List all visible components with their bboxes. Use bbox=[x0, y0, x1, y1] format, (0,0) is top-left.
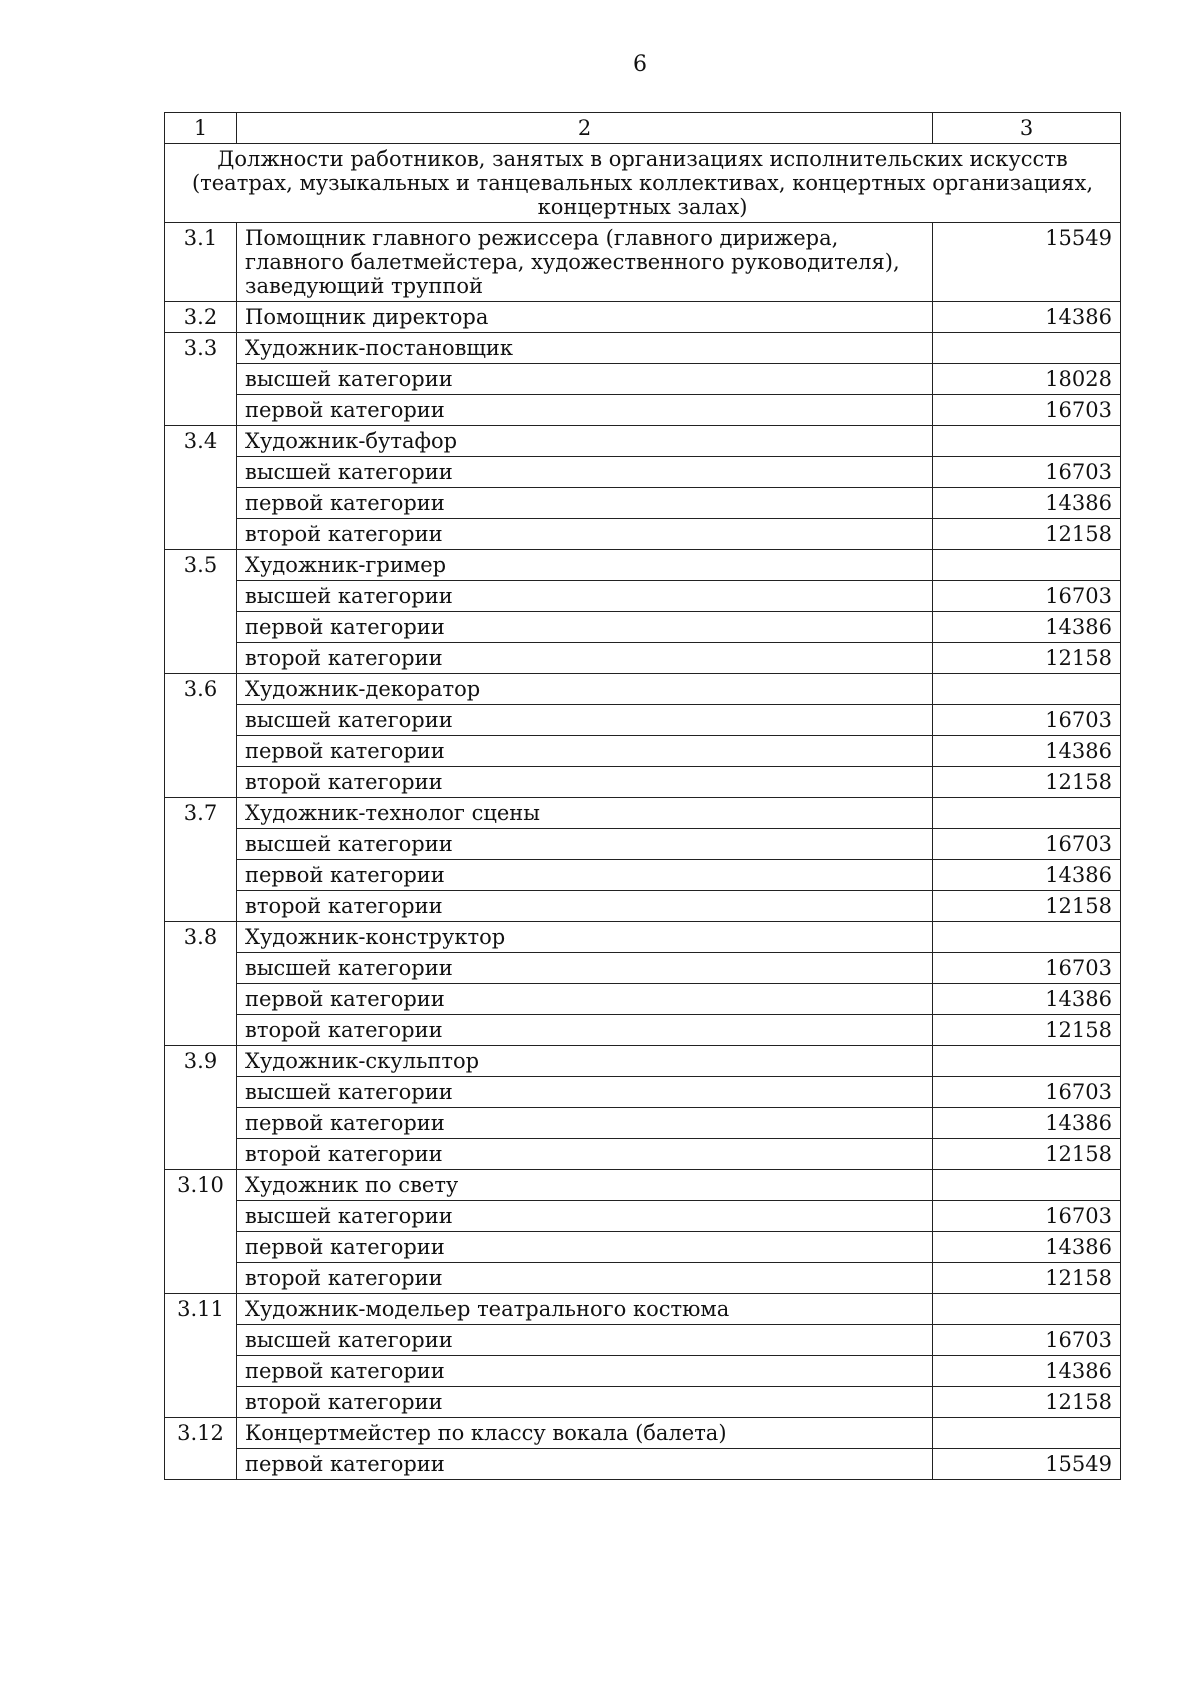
category-label: первой категории bbox=[237, 488, 933, 519]
header-row bbox=[165, 113, 1121, 144]
category-value: 12158 bbox=[933, 1139, 1121, 1170]
table-subrow bbox=[165, 860, 1121, 891]
table-subrow bbox=[165, 829, 1121, 860]
category-label: высшей категории bbox=[237, 581, 933, 612]
item-title: Концертмейстер по классу вокала (балета) bbox=[237, 1418, 933, 1449]
table-subrow bbox=[165, 643, 1121, 674]
item-value bbox=[933, 550, 1121, 581]
category-label: первой категории bbox=[237, 1232, 933, 1263]
item-number: 3.10 bbox=[165, 1170, 237, 1294]
table-subrow bbox=[165, 705, 1121, 736]
table-subrow bbox=[165, 1201, 1121, 1232]
category-value: 12158 bbox=[933, 643, 1121, 674]
header-col-2: 2 bbox=[237, 113, 933, 144]
table-subrow bbox=[165, 1356, 1121, 1387]
table-row bbox=[165, 550, 1121, 581]
category-value: 15549 bbox=[933, 1449, 1121, 1480]
table-subrow bbox=[165, 1449, 1121, 1480]
category-value: 16703 bbox=[933, 705, 1121, 736]
category-label: высшей категории bbox=[237, 829, 933, 860]
category-label: высшей категории bbox=[237, 705, 933, 736]
section-title: Должности работников, занятых в организациях исполнительских искусств (театрах, музыкальных и танцевальных коллективах, концертных организациях, концертных залах) bbox=[165, 144, 1121, 223]
item-number: 3.11 bbox=[165, 1294, 237, 1418]
category-value: 16703 bbox=[933, 953, 1121, 984]
item-number: 3.9 bbox=[165, 1046, 237, 1170]
item-title: Художник-постановщик bbox=[237, 333, 933, 364]
category-value: 12158 bbox=[933, 1263, 1121, 1294]
category-label: второй категории bbox=[237, 519, 933, 550]
item-title: Художник-скульптор bbox=[237, 1046, 933, 1077]
header-col-1: 1 bbox=[165, 113, 237, 144]
category-value: 14386 bbox=[933, 736, 1121, 767]
category-label: второй категории bbox=[237, 891, 933, 922]
item-title: Помощник главного режиссера (главного дирижера, главного балетмейстера, художественного руководителя), заведующий труппой bbox=[237, 223, 933, 302]
category-value: 16703 bbox=[933, 1201, 1121, 1232]
table-subrow bbox=[165, 1232, 1121, 1263]
category-label: высшей категории bbox=[237, 953, 933, 984]
salary-table-body bbox=[165, 113, 1121, 1480]
category-label: второй категории bbox=[237, 1263, 933, 1294]
category-value: 14386 bbox=[933, 1356, 1121, 1387]
category-label: высшей категории bbox=[237, 364, 933, 395]
item-title: Художник-конструктор bbox=[237, 922, 933, 953]
table-row bbox=[165, 1294, 1121, 1325]
table-row bbox=[165, 1046, 1121, 1077]
table-subrow bbox=[165, 953, 1121, 984]
category-value: 16703 bbox=[933, 829, 1121, 860]
table-subrow bbox=[165, 1015, 1121, 1046]
table-subrow bbox=[165, 736, 1121, 767]
item-value bbox=[933, 1046, 1121, 1077]
table-subrow bbox=[165, 395, 1121, 426]
table-subrow bbox=[165, 488, 1121, 519]
item-value: 15549 bbox=[933, 223, 1121, 302]
item-value bbox=[933, 1418, 1121, 1449]
item-title: Художник по свету bbox=[237, 1170, 933, 1201]
table-row bbox=[165, 333, 1121, 364]
category-label: высшей категории bbox=[237, 1201, 933, 1232]
category-value: 12158 bbox=[933, 519, 1121, 550]
category-value: 14386 bbox=[933, 984, 1121, 1015]
category-label: второй категории bbox=[237, 1387, 933, 1418]
category-label: первой категории bbox=[237, 1356, 933, 1387]
item-number: 3.3 bbox=[165, 333, 237, 426]
table-subrow bbox=[165, 519, 1121, 550]
item-number: 3.4 bbox=[165, 426, 237, 550]
table-subrow bbox=[165, 984, 1121, 1015]
category-label: первой категории bbox=[237, 736, 933, 767]
category-label: первой категории bbox=[237, 1449, 933, 1480]
salary-table bbox=[164, 112, 1121, 1480]
item-value: 14386 bbox=[933, 302, 1121, 333]
table-subrow bbox=[165, 1387, 1121, 1418]
table-subrow bbox=[165, 1263, 1121, 1294]
category-label: первой категории bbox=[237, 860, 933, 891]
category-value: 12158 bbox=[933, 891, 1121, 922]
table-row bbox=[165, 302, 1121, 333]
item-title: Помощник директора bbox=[237, 302, 933, 333]
page-number: 6 bbox=[633, 52, 647, 77]
table-row bbox=[165, 798, 1121, 829]
category-value: 12158 bbox=[933, 1015, 1121, 1046]
table-row bbox=[165, 426, 1121, 457]
section-row bbox=[165, 144, 1121, 223]
category-value: 14386 bbox=[933, 612, 1121, 643]
category-label: второй категории bbox=[237, 767, 933, 798]
category-label: второй категории bbox=[237, 643, 933, 674]
category-value: 14386 bbox=[933, 1108, 1121, 1139]
table-subrow bbox=[165, 891, 1121, 922]
item-number: 3.8 bbox=[165, 922, 237, 1046]
table-subrow bbox=[165, 581, 1121, 612]
table-row bbox=[165, 674, 1121, 705]
category-label: второй категории bbox=[237, 1139, 933, 1170]
table-row bbox=[165, 922, 1121, 953]
table-subrow bbox=[165, 457, 1121, 488]
item-title: Художник-декоратор bbox=[237, 674, 933, 705]
category-value: 12158 bbox=[933, 1387, 1121, 1418]
category-label: первой категории bbox=[237, 395, 933, 426]
table-row bbox=[165, 1418, 1121, 1449]
category-label: первой категории bbox=[237, 984, 933, 1015]
item-number: 3.1 bbox=[165, 223, 237, 302]
category-value: 16703 bbox=[933, 581, 1121, 612]
item-number: 3.7 bbox=[165, 798, 237, 922]
table-subrow bbox=[165, 767, 1121, 798]
table-subrow bbox=[165, 1077, 1121, 1108]
category-value: 16703 bbox=[933, 1077, 1121, 1108]
item-value bbox=[933, 798, 1121, 829]
table-subrow bbox=[165, 1325, 1121, 1356]
item-number: 3.2 bbox=[165, 302, 237, 333]
table-subrow bbox=[165, 612, 1121, 643]
item-value bbox=[933, 1170, 1121, 1201]
category-label: высшей категории bbox=[237, 1325, 933, 1356]
category-value: 14386 bbox=[933, 860, 1121, 891]
item-value bbox=[933, 674, 1121, 705]
table-subrow bbox=[165, 1139, 1121, 1170]
category-value: 14386 bbox=[933, 488, 1121, 519]
item-value bbox=[933, 426, 1121, 457]
table-row bbox=[165, 223, 1121, 302]
table-subrow bbox=[165, 364, 1121, 395]
category-label: второй категории bbox=[237, 1015, 933, 1046]
header-col-3: 3 bbox=[933, 113, 1121, 144]
category-label: высшей категории bbox=[237, 457, 933, 488]
item-value bbox=[933, 333, 1121, 364]
item-number: 3.6 bbox=[165, 674, 237, 798]
category-value: 18028 bbox=[933, 364, 1121, 395]
item-value bbox=[933, 1294, 1121, 1325]
category-label: первой категории bbox=[237, 1108, 933, 1139]
category-label: первой категории bbox=[237, 612, 933, 643]
item-number: 3.12 bbox=[165, 1418, 237, 1480]
category-value: 16703 bbox=[933, 395, 1121, 426]
item-number: 3.5 bbox=[165, 550, 237, 674]
item-title: Художник-модельер театрального костюма bbox=[237, 1294, 933, 1325]
item-title: Художник-технолог сцены bbox=[237, 798, 933, 829]
table-row bbox=[165, 1170, 1121, 1201]
category-value: 16703 bbox=[933, 457, 1121, 488]
category-value: 14386 bbox=[933, 1232, 1121, 1263]
category-value: 16703 bbox=[933, 1325, 1121, 1356]
item-title: Художник-бутафор bbox=[237, 426, 933, 457]
table-subrow bbox=[165, 1108, 1121, 1139]
category-label: высшей категории bbox=[237, 1077, 933, 1108]
category-value: 12158 bbox=[933, 767, 1121, 798]
item-value bbox=[933, 922, 1121, 953]
item-title: Художник-гример bbox=[237, 550, 933, 581]
